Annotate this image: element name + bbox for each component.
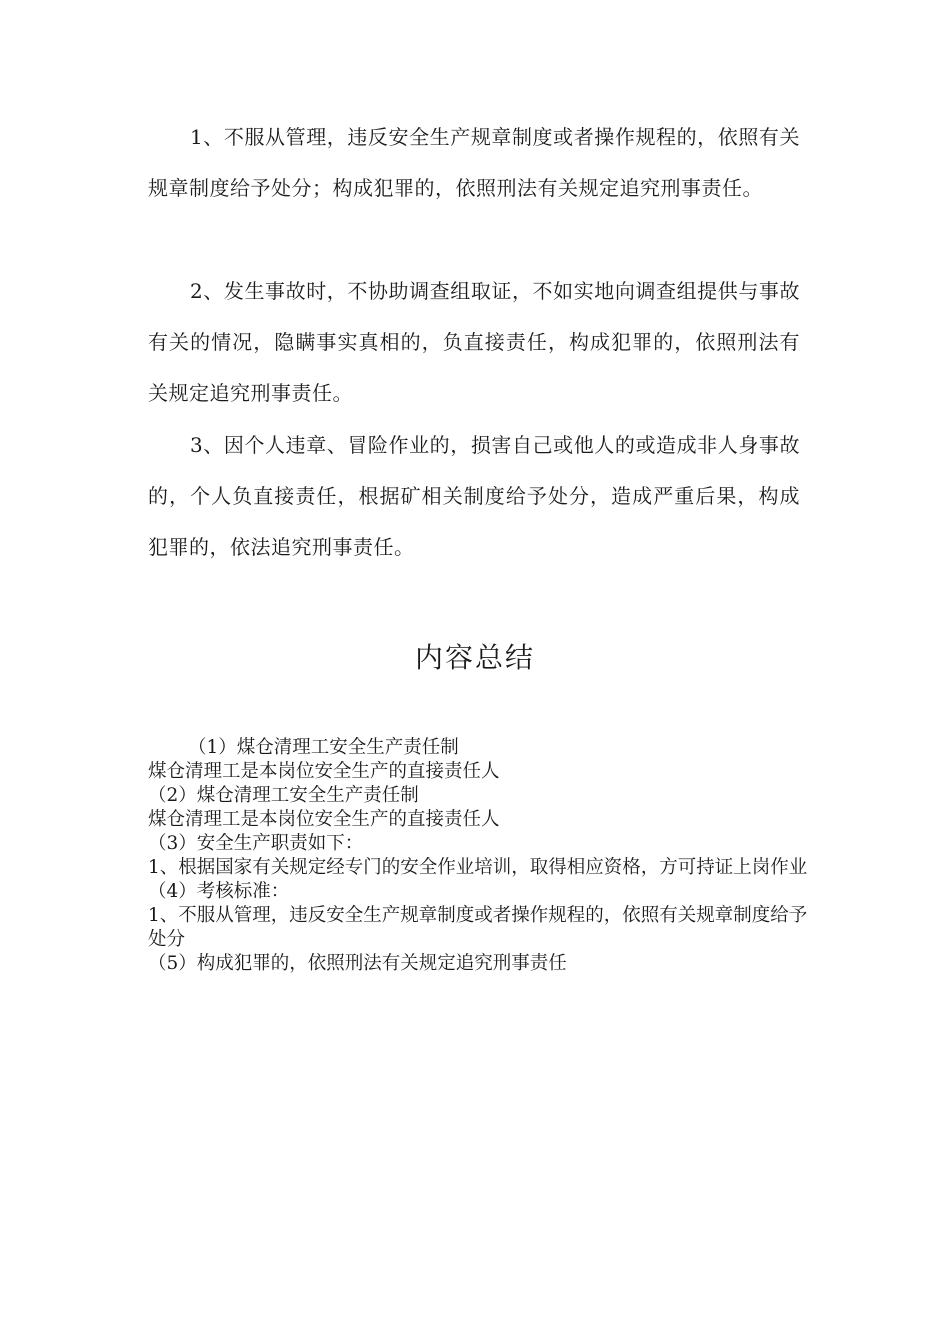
paragraph-3: 3、因个人违章、冒险作业的，损害自己或他人的或造成非人身事故的，个人负直接责任，根据矿相关制度给予处分，造成严重后果，构成犯罪的，依法追究刑事责任。	[148, 433, 800, 559]
paragraph-1: 1、不服从管理，违反安全生产规章制度或者操作规程的，依照有关规章制度给予处分；构成犯罪的，依照刑法有关规定追究刑事责任。	[148, 125, 800, 200]
summary-title: 内容总结	[414, 641, 535, 674]
summary-line-9: （5）构成犯罪的，依照刑法有关规定追究刑事责任	[148, 953, 567, 974]
summary-line-3: （2）煤仓清理工安全生产责任制	[148, 785, 419, 806]
summary-line-5: （3）安全生产职责如下：	[148, 833, 364, 854]
summary-line-2: 煤仓清理工是本岗位安全生产的直接责任人	[148, 761, 500, 782]
paragraph-2: 2、发生事故时，不协助调查组取证，不如实地向调查组提供与事故有关的情况，隐瞒事实真相的，负直接责任，构成犯罪的，依照刑法有关规定追究刑事责任。	[148, 279, 800, 405]
summary-line-7: （4）考核标准：	[148, 881, 290, 902]
summary-line-8: 1、不服从管理，违反安全生产规章制度或者操作规程的，依照有关规章制度给予处分	[148, 905, 808, 950]
summary-block	[148, 736, 808, 976]
summary-line-4: 煤仓清理工是本岗位安全生产的直接责任人	[148, 809, 500, 830]
summary-line-6: 1、根据国家有关规定经专门的安全作业培训，取得相应资格，方可持证上岗作业	[148, 857, 808, 878]
summary-line-1: （1）煤仓清理工安全生产责任制	[188, 737, 459, 758]
